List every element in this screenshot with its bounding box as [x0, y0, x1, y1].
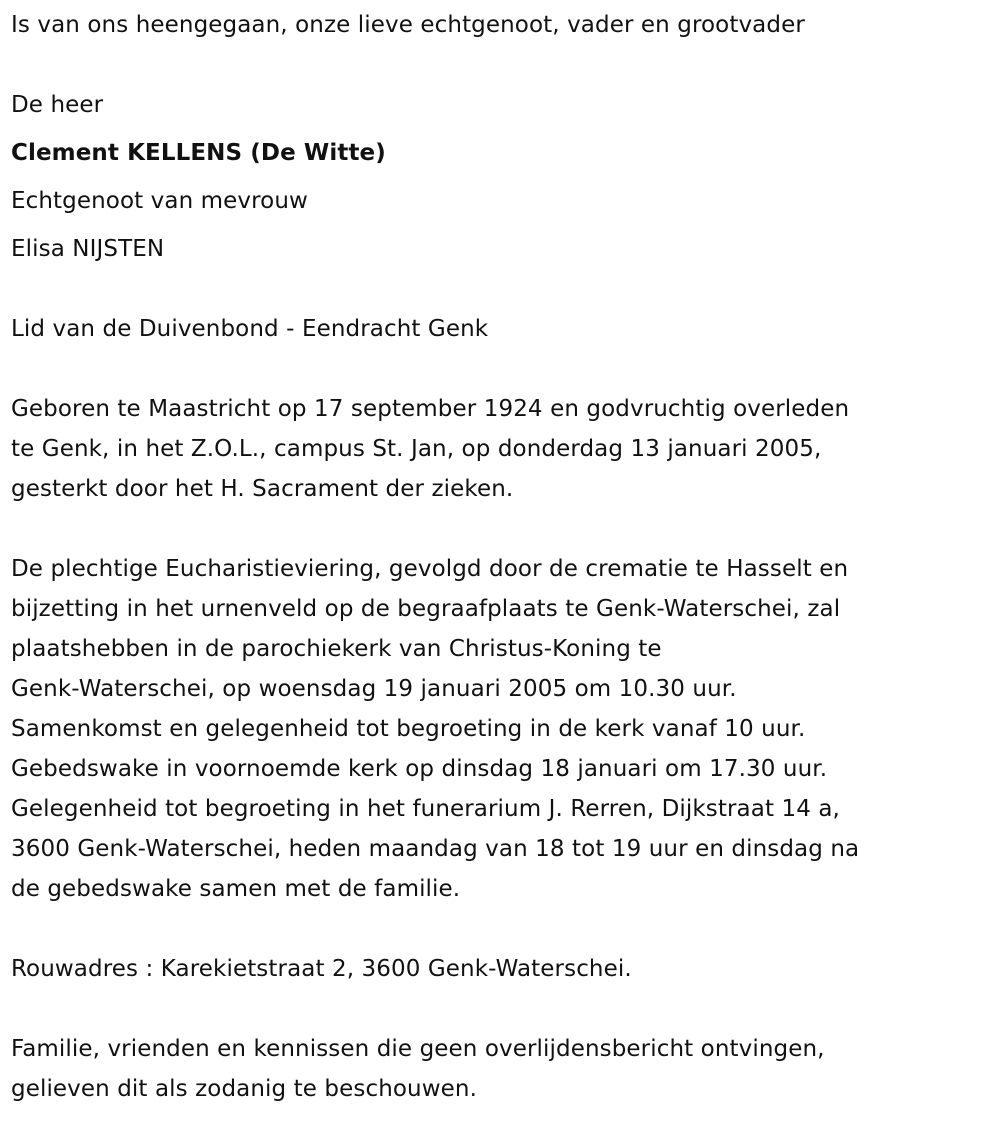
spouse-label: Echtgenoot van mevrouw — [11, 188, 308, 214]
birth-death-line: Geboren te Maastricht op 17 september 1924 en godvruchtig overleden — [11, 396, 850, 422]
spouse-name: Elisa NIJSTEN — [11, 236, 165, 262]
intro-line: Is van ons heengegaan, onze lieve echtgenoot, vader en grootvader — [11, 12, 805, 38]
mourning-address: Rouwadres : Karekietstraat 2, 3600 Genk-Waterschei. — [11, 956, 632, 982]
ceremony-line: Gelegenheid tot begroeting in het funerarium J. Rerren, Dijkstraat 14 a, — [11, 796, 840, 822]
ceremony-line: De plechtige Eucharistieviering, gevolgd door de crematie te Hasselt en — [11, 556, 849, 582]
ceremony-line: de gebedswake samen met de familie. — [11, 876, 461, 902]
closing-line: gelieven dit als zodanig te beschouwen. — [11, 1076, 477, 1102]
birth-death-line: te Genk, in het Z.O.L., campus St. Jan, op donderdag 13 januari 2005, — [11, 436, 822, 462]
ceremony-line: Genk-Waterschei, op woensdag 19 januari 2005 om 10.30 uur. — [11, 676, 737, 702]
closing-line: Familie, vrienden en kennissen die geen overlijdensbericht ontvingen, — [11, 1036, 825, 1062]
birth-death-line: gesterkt door het H. Sacrament der zieken. — [11, 476, 514, 502]
ceremony-line: 3600 Genk-Waterschei, heden maandag van 18 tot 19 uur en dinsdag na — [11, 836, 860, 862]
ceremony-line: Gebedswake in voornoemde kerk op dinsdag 18 januari om 17.30 uur. — [11, 756, 828, 782]
ceremony-line: bijzetting in het urnenveld op de begraafplaats te Genk-Waterschei, zal — [11, 596, 841, 622]
ceremony-line: plaatshebben in de parochiekerk van Christus-Koning te — [11, 636, 662, 662]
deceased-name: Clement KELLENS (De Witte) — [11, 140, 386, 166]
membership-line: Lid van de Duivenbond - Eendracht Genk — [11, 316, 489, 342]
ceremony-line: Samenkomst en gelegenheid tot begroeting in de kerk vanaf 10 uur. — [11, 716, 806, 742]
salutation: De heer — [11, 92, 104, 118]
